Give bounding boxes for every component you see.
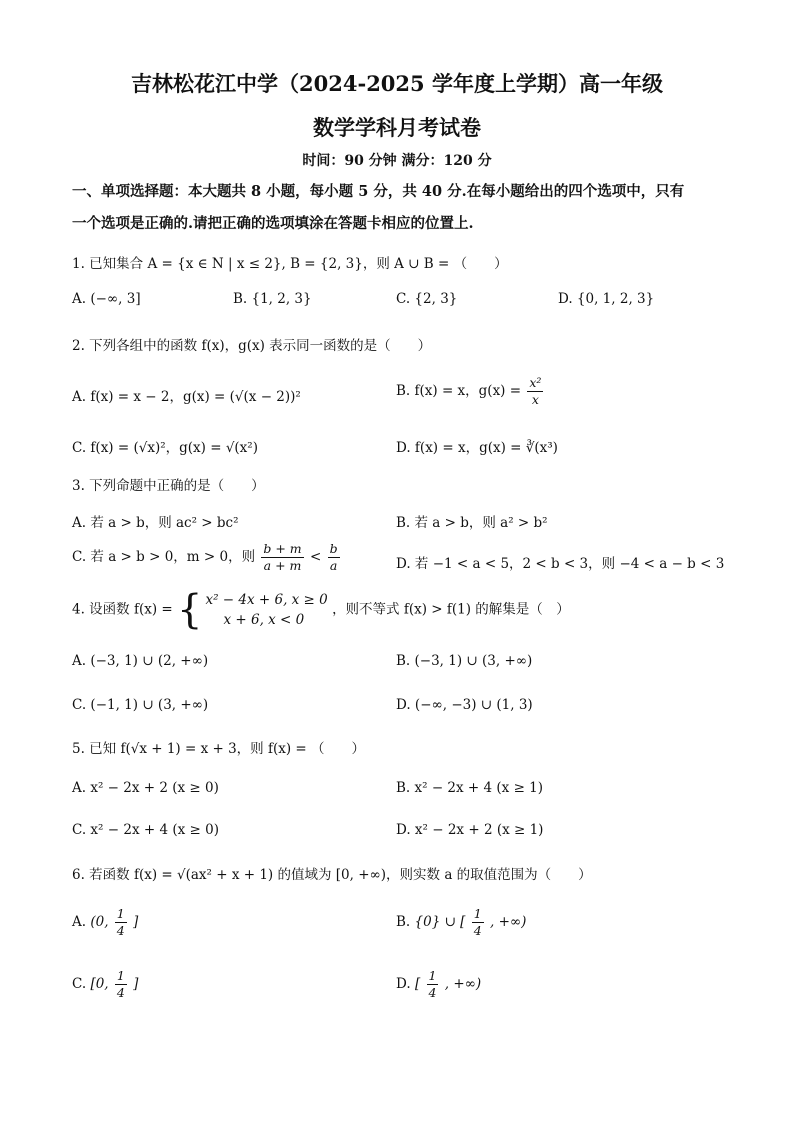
question-4-stem <box>72 587 570 633</box>
q6-option-c-fraction <box>115 968 127 1001</box>
exam-meta: 时间：90 分钟 满分：120 分 <box>302 153 492 169</box>
fraction-numerator: 1 <box>116 968 125 983</box>
fraction-denominator: 4 <box>473 923 482 938</box>
q6-option-d-label: D. <box>396 976 411 992</box>
q2-option-c: C. f(x) = (√x)²，g(x) = √(x²) <box>72 440 258 456</box>
q6-option-c <box>72 968 138 1001</box>
q6-option-a <box>72 906 138 939</box>
fraction-denominator: a <box>329 558 338 573</box>
fraction-numerator: 1 <box>116 906 125 921</box>
question-5-stem: 5. 已知 f(√x + 1) = x + 3，则 f(x) = （ ） <box>72 741 366 757</box>
q2-option-d: D. f(x) = x，g(x) = ∛(x³) <box>396 440 558 456</box>
q6-option-d-fraction <box>427 968 439 1001</box>
q6-option-b-label: B. <box>396 914 411 930</box>
less-than-sign: < <box>309 549 322 565</box>
q6-option-a-fraction <box>115 906 127 939</box>
q6-option-c-suffix: ] <box>133 976 139 992</box>
q6-option-b-prefix: {0} ∪ [ <box>414 914 466 930</box>
q3-option-c-fraction-1 <box>261 541 303 574</box>
q4-option-b: B. (−3, 1) ∪ (3, +∞) <box>396 653 533 669</box>
piecewise-function <box>177 587 328 633</box>
q6-option-a-suffix: ] <box>133 914 139 930</box>
q2-option-b <box>396 375 545 408</box>
question-1-stem: 1. 已知集合 A = {x ∈ N | x ≤ 2}, B = {2, 3}，则 A ∪ B = （ ） <box>72 256 508 272</box>
q5-option-c: C. x² − 2x + 4 (x ≥ 0) <box>72 822 219 838</box>
section-instructions <box>72 176 732 240</box>
fraction-denominator: 4 <box>116 985 125 1000</box>
q6-option-b-suffix: , +∞) <box>490 914 527 930</box>
piecewise-case-1: x² − 4x + 6, x ≥ 0 <box>205 592 328 608</box>
q3-option-b: B. 若 a > b，则 a² > b² <box>396 515 548 531</box>
piecewise-case-2: x + 6, x < 0 <box>223 612 305 628</box>
q6-option-c-label: C. <box>72 976 87 992</box>
q1-option-b: B. {1, 2, 3} <box>233 291 312 307</box>
fraction-numerator: 1 <box>428 968 437 983</box>
q6-option-d <box>396 968 481 1001</box>
q1-option-d: D. {0, 1, 2, 3} <box>558 291 655 307</box>
q3-option-c <box>72 541 342 574</box>
q1-option-c: C. {2, 3} <box>396 291 458 307</box>
fraction-numerator: b <box>329 541 338 556</box>
q6-option-a-label: A. <box>72 914 87 930</box>
left-brace: { <box>177 587 203 633</box>
section-line-2: 一个选项是正确的.请把正确的选项填涂在答题卡相应的位置上. <box>72 215 474 232</box>
fraction-denominator: a + m <box>263 558 302 573</box>
q3-option-d: D. 若 −1 < a < 5，2 < b < 3，则 −4 < a − b < 3 <box>396 556 725 572</box>
q4-option-a: A. (−3, 1) ∪ (2, +∞) <box>72 653 209 669</box>
q2-option-a: A. f(x) = x − 2，g(x) = (√(x − 2))² <box>72 389 301 405</box>
q6-option-b-fraction <box>472 906 484 939</box>
q6-option-b <box>396 906 526 939</box>
q6-option-c-prefix: [0, <box>90 976 109 992</box>
q5-option-d: D. x² − 2x + 2 (x ≥ 1) <box>396 822 544 838</box>
fraction-denominator: x <box>531 392 539 407</box>
q6-option-d-prefix: [ <box>414 976 421 992</box>
q4-stem-suffix: ，则不等式 f(x) > f(1) 的解集是（ ） <box>332 601 570 618</box>
question-2-stem: 2. 下列各组中的函数 f(x)，g(x) 表示同一函数的是（ ） <box>72 338 432 354</box>
fraction-numerator: 1 <box>473 906 482 921</box>
q6-option-d-suffix: , +∞) <box>444 976 482 992</box>
fraction-denominator: 4 <box>428 985 437 1000</box>
exam-title: 吉林松花江中学（2024-2025 学年度上学期）高一年级 <box>131 71 663 96</box>
fraction-denominator: 4 <box>116 923 125 938</box>
q3-option-a: A. 若 a > b，则 ac² > bc² <box>72 515 239 531</box>
q2-option-b-text: B. f(x) = x，g(x) = <box>396 383 522 399</box>
q5-option-b: B. x² − 2x + 4 (x ≥ 1) <box>396 780 544 796</box>
section-line-1: 一、单项选择题：本大题共 8 小题，每小题 5 分，共 40 分.在每小题给出的四个选项中，只有 <box>72 183 685 200</box>
q6-option-a-prefix: (0, <box>90 914 109 930</box>
piecewise-cases <box>205 590 327 630</box>
question-3-stem: 3. 下列命题中正确的是（ ） <box>72 478 265 494</box>
q4-option-d: D. (−∞, −3) ∪ (1, 3) <box>396 697 533 713</box>
q4-stem-prefix: 4. 设函数 f(x) = <box>72 601 173 618</box>
fraction-numerator: b + m <box>263 541 302 556</box>
q5-option-a: A. x² − 2x + 2 (x ≥ 0) <box>72 780 219 796</box>
question-6-stem: 6. 若函数 f(x) = √(ax² + x + 1) 的值域为 [0, +∞)，则实数 a 的取值范围为（ ） <box>72 867 592 883</box>
exam-subtitle: 数学学科月考试卷 <box>313 115 481 140</box>
q3-option-c-fraction-2 <box>328 541 340 574</box>
q4-option-c: C. (−1, 1) ∪ (3, +∞) <box>72 697 209 713</box>
fraction-numerator: x² <box>529 375 542 390</box>
q2-option-b-fraction <box>527 375 543 408</box>
q1-option-a: A. (−∞, 3] <box>72 291 141 307</box>
q3-option-c-text: C. 若 a > b > 0，m > 0，则 <box>72 549 256 565</box>
